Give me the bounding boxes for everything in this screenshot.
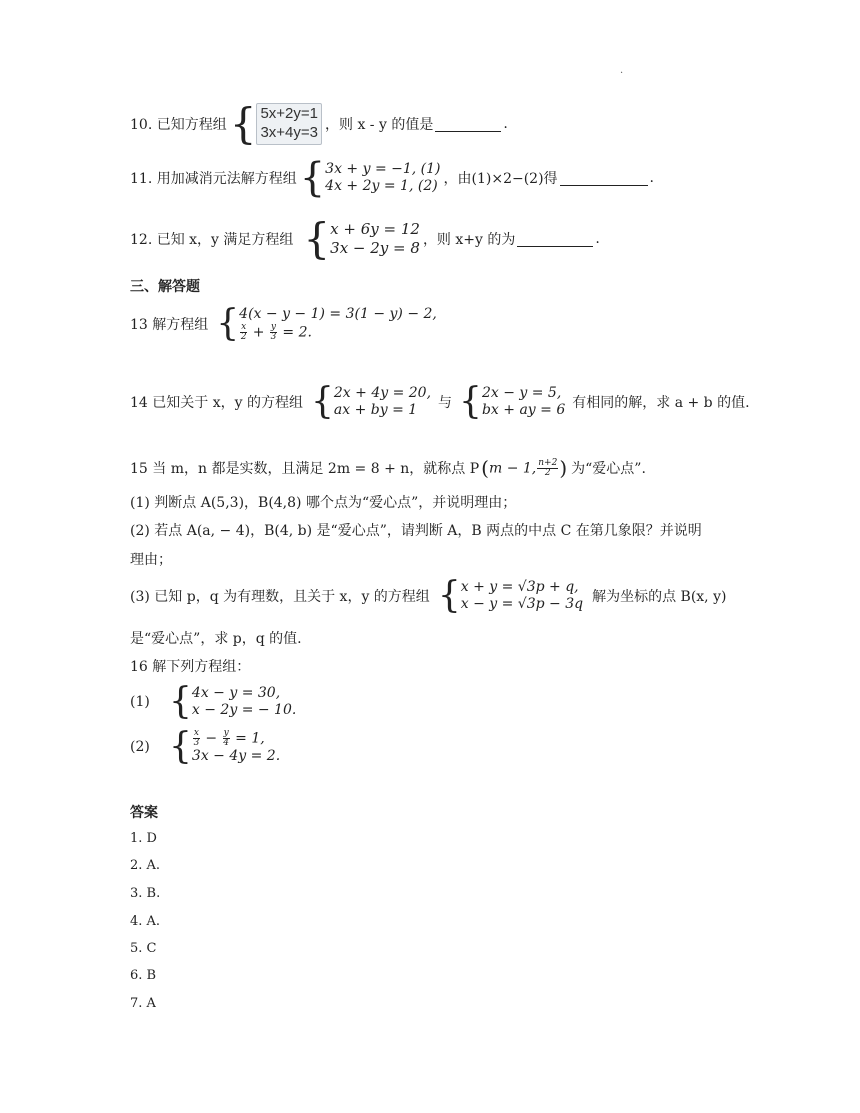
q16-title: 16 解下列方程组： [130, 659, 251, 675]
q11-eq2: 4x + 2y = 1, (2) [325, 178, 438, 194]
q16-part1-eq1: 4x − y = 30, [191, 684, 281, 701]
section-heading: 三、解答题 [130, 279, 200, 295]
q15-part3-prefix: (3) 已知 p，q 为有理数，且关于 x，y 的方程组 [130, 589, 430, 605]
q13-system: { 4(x − y − 1) = 3(1 − y) − 2, $\frac{x}{2}$ + $\frac{y}{3}$ = 2. [216, 303, 437, 344]
question-12 [130, 216, 600, 262]
q13-eq2-tail: = 2. [277, 324, 312, 341]
q11-system: { 3x + y = −1, (1) 4x + 2y = 1, (2) [299, 155, 441, 201]
answer-4: 4. A. [130, 914, 161, 929]
q12-eq2: 3x − 2y = 8 [330, 239, 420, 257]
q11-eq1: 3x + y = −1, (1) [325, 160, 441, 177]
q16-part1 [130, 682, 299, 722]
q10-suffix: ，则 x - y 的值是 [325, 117, 434, 133]
question-13 [130, 304, 440, 344]
q15-part2: (2) 若点 A(a, − 4)，B(4, b) 是“爱心点”，请判断 A，B 两点的中点 C 在第几象限？并说明 [130, 523, 702, 539]
q15-part1: (1) 判断点 A(5,3)，B(4,8) 哪个点为“爱心点”，并说明理由； [130, 495, 517, 511]
q15-part3-cont: 是“爱心点”，求 p，q 的值. [130, 631, 302, 647]
q16-part1-system: { 4x − y = 30, x − 2y = − 10. [169, 681, 297, 722]
q13-eq1: 4(x − y − 1) = 3(1 − y) − 2, [239, 305, 437, 322]
q15-paren-open: ( [481, 456, 489, 480]
answer-5: 5. C [130, 941, 157, 956]
q15-part3-eq1: x + y = √3p + q, [460, 578, 579, 595]
q15-point-expr: m − 1, $\frac{n+2}{2}$ [488, 457, 558, 478]
q15-part2-cont: 理由； [130, 552, 172, 568]
q16-part2-eq2: 3x − 4y = 2. [191, 747, 281, 764]
q16-part2-label: (2) [130, 739, 150, 755]
q16-part1-eq2: x − 2y = − 10. [191, 702, 297, 718]
q16-part1-label: (1) [130, 694, 150, 710]
q11-answer-blank[interactable] [560, 171, 648, 186]
answer-7: 7. A [130, 996, 156, 1011]
q15-part3-suffix: 解为坐标的点 B(x, y) [592, 589, 727, 605]
q14-mid: 与 [438, 395, 453, 411]
q14-sysb-eq1: 2x − y = 5, [481, 384, 562, 401]
q11-end: . [649, 170, 654, 186]
q10-answer-blank[interactable] [435, 117, 501, 132]
q12-prefix: 12. 已知 x，y 满足方程组 [130, 232, 294, 248]
q10-system: { 5x+2y=1 3x+4y=3 [230, 103, 322, 145]
q16-part2-eq1-tail: = 1, [230, 730, 265, 747]
answers-heading: 答案 [130, 805, 158, 821]
q10-eq1: 5x+2y=1 [260, 105, 318, 123]
q15-paren-close: ) [559, 456, 568, 480]
q12-answer-blank[interactable] [517, 232, 593, 247]
q16-part2-eq1: $\frac{x}{3}$ − $\frac{y}{4}$ = 1, [193, 727, 265, 748]
q14-sysa-eq2: ax + by = 1 [333, 402, 418, 418]
q10-prefix: 10. 已知方程组 [130, 117, 227, 133]
q15-part3-eq2: x − y = √3p − 3q [460, 596, 584, 612]
q14-prefix: 14 已知关于 x，y 的方程组 [130, 395, 303, 411]
question-14 [130, 382, 750, 422]
q14-sysa-eq1: 2x + 4y = 20, [333, 384, 432, 401]
q15-part3 [130, 576, 726, 616]
q16-part2 [130, 726, 283, 768]
q16-part2-system: { $\frac{x}{3}$ − $\frac{y}{4}$ = 1, 3x − 4y = 2. [169, 726, 281, 767]
q10-end: . [503, 116, 508, 132]
q13-prefix: 13 解方程组 [130, 317, 209, 333]
q14-suffix: 有相同的解，求 a + b 的值. [572, 395, 750, 411]
q11-prefix: 11. 用加减消元法解方程组 [130, 171, 297, 187]
q14-system-b: { 2x − y = 5, bx + ay = 6 [459, 381, 566, 422]
q12-end: . [595, 231, 600, 247]
page-mark: · [620, 68, 624, 79]
q14-sysb-eq2: bx + ay = 6 [481, 402, 566, 418]
q14-system-a: { 2x + 4y = 20, ax + by = 1 [310, 381, 432, 422]
q15-line1b: 为“爱心点”. [571, 461, 646, 477]
question-11 [130, 156, 654, 200]
q12-suffix: ，则 x+y 的为 [422, 232, 516, 248]
q10-eq2: 3x+4y=3 [260, 124, 318, 141]
q15-part3-system: { x + y = √3p + q, x − y = √3p − 3q [437, 575, 584, 616]
answer-6: 6. B [130, 968, 157, 983]
q13-eq2: $\frac{x}{2}$ + $\frac{y}{3}$ = 2. [240, 322, 312, 343]
q12-eq1: x + 6y = 12 [330, 220, 420, 239]
question-10 [130, 100, 508, 148]
answer-1: 1. D [130, 831, 157, 846]
answer-3: 3. B. [130, 886, 161, 901]
question-15 [130, 454, 646, 482]
answer-2: 2. A. [130, 858, 161, 873]
q12-system: { x + 6y = 12 3x − 2y = 8 [303, 214, 420, 263]
q15-line1a: 15 当 m，n 都是实数，且满足 2m = 8 + n，就称点 P [130, 461, 480, 477]
q11-suffix: ，由(1)×2−(2)得 [443, 171, 558, 187]
